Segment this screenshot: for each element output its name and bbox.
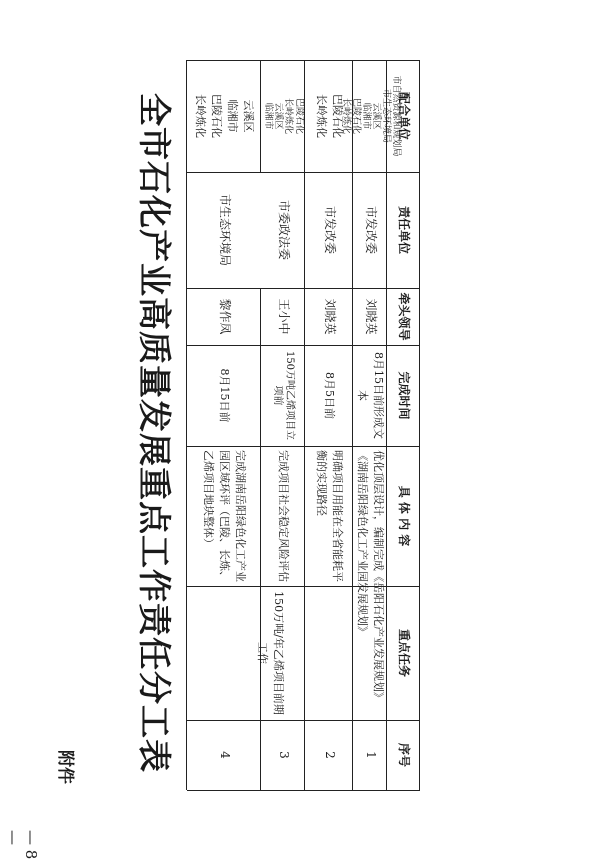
attachment-label: 附件 <box>55 750 75 784</box>
merged-task-cell: 150万吨/年乙烯项目前期工作 <box>256 591 285 715</box>
row-1-unit: 市发改委 <box>363 205 378 254</box>
row-3-content: 完成项目社会稳定风险评估 <box>276 450 290 582</box>
row-4-seq: 4 <box>217 751 232 759</box>
header-deadline: 完成时间 <box>397 371 412 420</box>
row-3-seq: 3 <box>276 751 291 759</box>
row-4-content: 完成湖南岳阳绿色化工产业园区域环评（巴陵、长炼、乙烯项目地块整体） <box>202 450 247 582</box>
row-1-seq: 1 <box>363 751 378 759</box>
header-unit: 责任单位 <box>397 205 412 254</box>
row-4-partners: 云溪区 临湘市 巴陵石化 长岭炼化 <box>194 94 255 138</box>
header-partners: 配合单位 <box>397 91 412 140</box>
row-2-leader: 刘晓英 <box>322 298 337 335</box>
row-1-leader: 刘晓英 <box>363 298 378 335</box>
row-2-unit: 市发改委 <box>322 205 337 254</box>
row-2-seq: 2 <box>322 751 337 759</box>
row-3-deadline: 150万吨乙烯项目立项前 <box>272 350 295 441</box>
page-number: — 8 — <box>4 830 40 860</box>
row-4-unit: 市生态环境局 <box>217 193 232 266</box>
header-task: 重点任务 <box>397 628 412 677</box>
row-2-content: 明确项目用能在全省能耗平衡的实现路径 <box>315 450 344 582</box>
row-1-deadline: 8月15日前形成文本 <box>356 352 385 439</box>
header-content: 具 体 内 容 <box>397 485 412 547</box>
header-leader: 牵头领导 <box>397 292 412 341</box>
row-3-unit: 市委政法委 <box>276 199 291 260</box>
row-4-leader: 黎作凤 <box>217 298 232 335</box>
row-3-leader: 王小中 <box>276 298 291 335</box>
responsibility-table <box>187 60 420 790</box>
row-2-deadline: 8月5日前 <box>322 372 336 419</box>
row-1-partners: 市自然资源和规划局 市生态环境局 云溪区 临湘市 巴陵石化 长岭炼化 <box>341 75 401 157</box>
page-title: 全市石化产业高质量发展重点工作责任分工表 <box>135 93 174 773</box>
row-1-content: 优化顶层设计，编制完成《岳阳石化产业发展规划》《湖南岳阳绿色化工产业园发展规划》 <box>356 450 385 703</box>
table-border <box>187 790 420 791</box>
header-seq: 序号 <box>397 742 412 767</box>
row-3-partners: 巴陵石化 长岭炼化 云溪区 临湘市 <box>262 97 304 134</box>
row-4-deadline: 8月15日前 <box>217 368 231 423</box>
row-2-partners: 巴陵石化 长岭炼化 <box>315 94 344 138</box>
